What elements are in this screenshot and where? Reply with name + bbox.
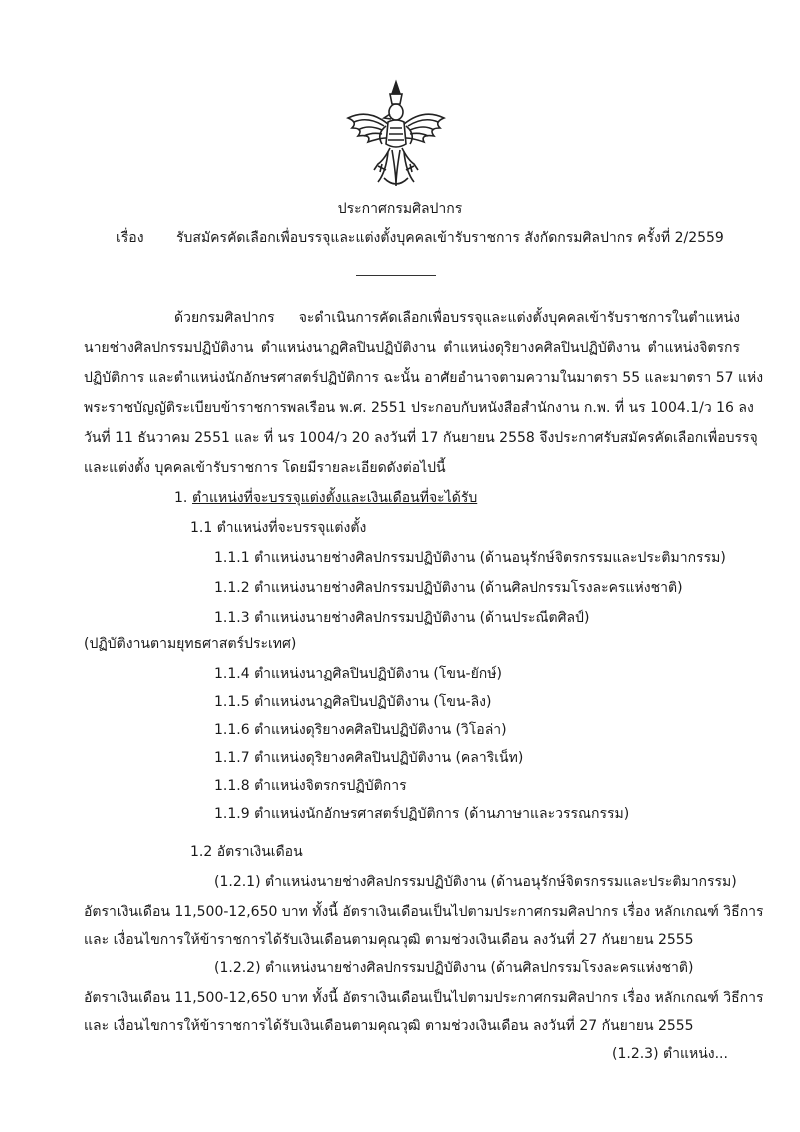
intro-line: วันที่ 11 ธันวาคม 2551 และ ที่ นร 1004/ว 20 ลงวันที่ 17 กันยายน 2558 จึงประกาศรับสมัครคัดเลือกเพื่อบรรจุ [84,430,758,446]
position-item: 1.1.1 ตำแหน่งนายช่างศิลปกรรมปฏิบัติงาน (ด้านอนุรักษ์จิตรกรรมและประติมากรรม) [214,550,726,566]
position-item-continuation: (ปฏิบัติงานตามยุทธศาสตร์ประเทศ) [84,636,297,652]
subsection-title: 1.2 อัตราเงินเดือน [190,844,303,860]
position-item: 1.1.8 ตำแหน่งจิตรกรปฏิบัติการ [214,778,407,794]
subsection-title: 1.1 ตำแหน่งที่จะบรรจุแต่งตั้ง [190,520,367,536]
salary-item: อัตราเงินเดือน 11,500-12,650 บาท ทั้งนี้ อัตราเงินเดือนเป็นไปตามประกาศกรมศิลปากร เรื่อง หลักเกณฑ์ วิธีการ [84,990,764,1006]
continuation-note: (1.2.3) ตำแหน่ง... [612,1046,728,1062]
salary-item: และ เงื่อนไขการให้ข้าราชการได้รับเงินเดือนตามคุณวุฒิ ตามช่วงเงินเดือน ลงวันที่ 27 กันยายน 2555 [84,1018,694,1034]
intro-line: และแต่งตั้ง บุคคลเข้ารับราชการ โดยมีรายละเอียดดังต่อไปนี้ [84,460,446,476]
subject-text: รับสมัครคัดเลือกเพื่อบรรจุและแต่งตั้งบุคคลเข้ารับราชการ สังกัดกรมศิลปากร ครั้งที่ 2/2559 [176,230,724,246]
subject-label: เรื่อง [116,230,144,246]
position-item: 1.1.9 ตำแหน่งนักอักษรศาสตร์ปฏิบัติการ (ด้านภาษาและวรรณกรรม) [214,806,630,822]
org-title: ประกาศกรมศิลปากร [337,201,463,217]
position-item: 1.1.4 ตำแหน่งนาฏศิลปินปฏิบัติงาน (โขน-ยักษ์) [214,666,502,682]
section-number: 1. [174,490,188,506]
salary-item: (1.2.2) ตำแหน่งนายช่างศิลปกรรมปฏิบัติงาน (ด้านศิลปกรรมโรงละครแห่งชาติ) [214,960,694,976]
garuda-emblem-icon [338,78,454,194]
position-item: 1.1.3 ตำแหน่งนายช่างศิลปกรรมปฏิบัติงาน (ด้านประณีตศิลป์) [214,610,590,626]
intro-line: ด้วยกรมศิลปากร จะดำเนินการคัดเลือกเพื่อบรรจุและแต่งตั้งบุคคลเข้ารับราชการในตำแหน่ง [174,310,740,326]
salary-item: และ เงื่อนไขการให้ข้าราชการได้รับเงินเดือนตามคุณวุฒิ ตามช่วงเงินเดือน ลงวันที่ 27 กันยายน 2555 [84,932,694,948]
intro-line: นายช่างศิลปกรรมปฏิบัติงาน ตำแหน่งนาฏศิลปินปฏิบัติงาน ตำแหน่งดุริยางคศิลปินปฏิบัติงาน ตำแหน่งจิตรกร [84,340,740,356]
intro-line: ปฏิบัติการ และตำแหน่งนักอักษรศาสตร์ปฏิบัติการ ฉะนั้น อาศัยอำนาจตามความในมาตรา 55 และมาตรา 57 แห่ง [84,370,764,386]
position-item: 1.1.7 ตำแหน่งดุริยางคศิลปินปฏิบัติงาน (คลาริเน็ท) [214,750,524,766]
position-item: 1.1.5 ตำแหน่งนาฏศิลปินปฏิบัติงาน (โขน-ลิง) [214,694,492,710]
divider [356,275,436,276]
position-item: 1.1.6 ตำแหน่งดุริยางคศิลปินปฏิบัติงาน (วิโอล่า) [214,722,507,738]
section-title: ตำแหน่งที่จะบรรจุแต่งตั้งและเงินเดือนที่จะได้รับ [192,490,478,506]
salary-item: อัตราเงินเดือน 11,500-12,650 บาท ทั้งนี้ อัตราเงินเดือนเป็นไปตามประกาศกรมศิลปากร เรื่อง หลักเกณฑ์ วิธีการ [84,904,764,920]
intro-line: พระราชบัญญัติระเบียบข้าราชการพลเรือน พ.ศ. 2551 ประกอบกับหนังสือสำนักงาน ก.พ. ที่ นร 1004.1/ว 16 ลง [84,400,754,416]
position-item: 1.1.2 ตำแหน่งนายช่างศิลปกรรมปฏิบัติงาน (ด้านศิลปกรรมโรงละครแห่งชาติ) [214,580,683,596]
salary-item: (1.2.1) ตำแหน่งนายช่างศิลปกรรมปฏิบัติงาน (ด้านอนุรักษ์จิตรกรรมและประติมากรรม) [214,874,737,890]
